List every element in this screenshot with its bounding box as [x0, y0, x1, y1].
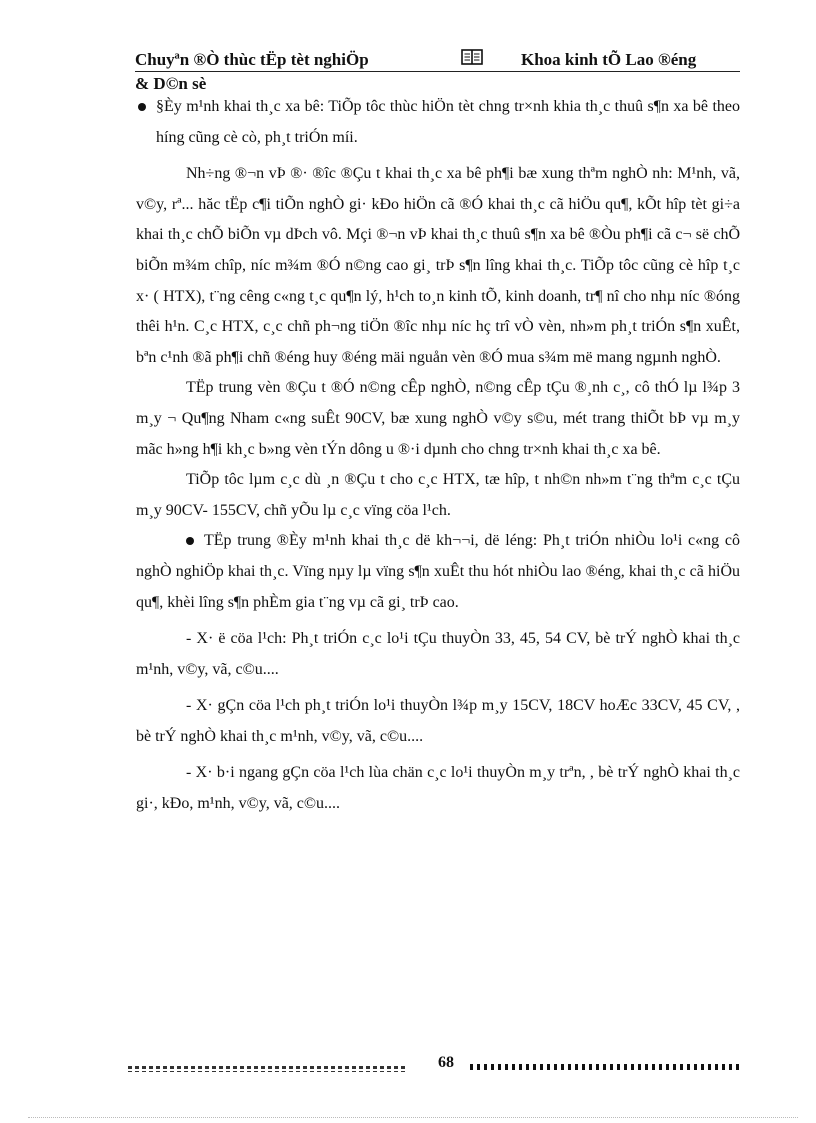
- footer-dashed-rule: [128, 1066, 406, 1069]
- book-icon: [461, 48, 483, 66]
- page-header: [135, 48, 740, 98]
- header-rule: [135, 71, 740, 72]
- paragraph: TËp trung vèn ®Çu t ®Ó n©ng cÊp nghÒ, n©ng cÊp tÇu ®¸nh c¸, cô thÓ lµ l¾p 3 m¸y ¬ Qu¶ng Nham c«ng suÊt 90CV, bæ xung nghÒ v©y s©u, mét trang thiÕt bÞ vµ m¸y mãc h»ng h¶i kh¸c b»ng vèn tÝn dông u ®·i dµnh cho chng tr×nh khai th¸c xa bê.: [136, 379, 740, 458]
- page-edge: [28, 1117, 798, 1118]
- paragraph: - X· gÇn cöa l¹ch ph¸t triÓn lo¹i thuyÒn l¾p m¸y 15CV, 18CV hoÆc 33CV, 45 CV, , bè trÝ nghÒ khai th¸c m¹nh, v©y, vã, c©u....: [136, 697, 740, 745]
- footer-dotted-rule: [470, 1064, 740, 1070]
- header-left-title: Chuyªn ®Ò thùc tËp tèt nghiÖp: [135, 50, 369, 69]
- paragraph-text: §Èy m¹nh khai th¸c xa bê: TiÕp tôc thùc hiÖn tèt chng tr×nh khia th¸c thuû s¶n xa bê theo híng cũng cè cò, ph¸t triÓn míi.: [156, 98, 740, 146]
- body-text: [136, 92, 740, 820]
- paragraph: [136, 526, 740, 618]
- footer-dashed-rule: [128, 1071, 406, 1072]
- paragraph: - X· b·i ngang gÇn cöa l¹ch lùa chän c¸c lo¹i thuyÒn m¸y trªn, , bè trÝ nghÒ khai th¸c gi·, kÐo, m¹nh, v©y, vã, c©u....: [136, 764, 740, 813]
- paragraph: TiÕp tôc lµm c¸c dù ¸n ®Çu t cho c¸c HTX, tæ hîp, t nh©n nh»m t¨ng thªm c¸c tÇu m¸y 90CV- 155CV, chñ yÕu lµ c¸c vïng cöa l¹ch.: [136, 471, 740, 519]
- page-footer: [128, 1054, 740, 1084]
- paragraph-text: TËp trung ®Èy m¹nh khai th¸c dë kh¬¬i, dë léng: Ph¸t triÓn nhiÒu lo¹i c«ng cô nghÒ nghiÖp khai th¸c. Vïng nµy lµ vïng s¶n xuÊt thu hót nhiÒu lao ®éng, khai th¸c cã hiÖu qu¶, khèi lîng s¶n phÈm gia t¨ng vµ cã gi¸ trÞ cao.: [136, 532, 740, 611]
- bullet-icon: [186, 537, 194, 545]
- header-second-line: & D©n sè: [135, 74, 207, 93]
- bullet-icon: [138, 103, 146, 111]
- paragraph: Nh÷ng ®¬n vÞ ®· ®îc ®Çu t khai th¸c xa bê ph¶i bæ xung thªm nghÒ nh: M¹nh, vã, v©y, rª... hăc tËp c¶i tiÕn nghÒ gi· kÐo hiÖn cã ®Ó khai th¸c cã hiÖu qu¶, kÕt hîp tèt gi÷a khai th¸c chÕ biÕn vµ dÞch vô. Mçi ®¬n vÞ khai th¸c thuû s¶n xa bê ®Òu ph¶i cã c¬ së chÕ biÕn m¾m chîp, níc m¾m ®Ó n©ng cao gi¸ trÞ s¶n lîng khai th¸c. TiÕp tôc cũng cè hîp t¸c x· ( HTX), t¨ng cêng c«ng t¸c qu¶n lý, h¹ch to¸n kinh tÕ, kinh doanh, tr¶ nî cho nhµ níc ®óng thêi h¹n. C¸c HTX, c¸c chñ ph¬ng tiÖn ®îc nhµ níc hç trî vÒ vèn, nh»m ph¸t triÓn s¶n xuÊt, bªn c¹nh ®ã ph¶i chñ ®éng huy ®éng mäi nguån vèn ®Ó mua s¾m më mang ngµnh nghÒ.: [136, 165, 740, 366]
- header-right-title: Khoa kinh tÕ Lao ®éng: [521, 50, 697, 69]
- page-number: 68: [438, 1054, 454, 1071]
- paragraph: - X· ë cöa l¹ch: Ph¸t triÓn c¸c lo¹i tÇu thuyÒn 33, 45, 54 CV, bè trÝ nghÒ khai th¸c m¹nh, v©y, vã, c©u....: [136, 630, 740, 678]
- paragraph: [136, 92, 740, 153]
